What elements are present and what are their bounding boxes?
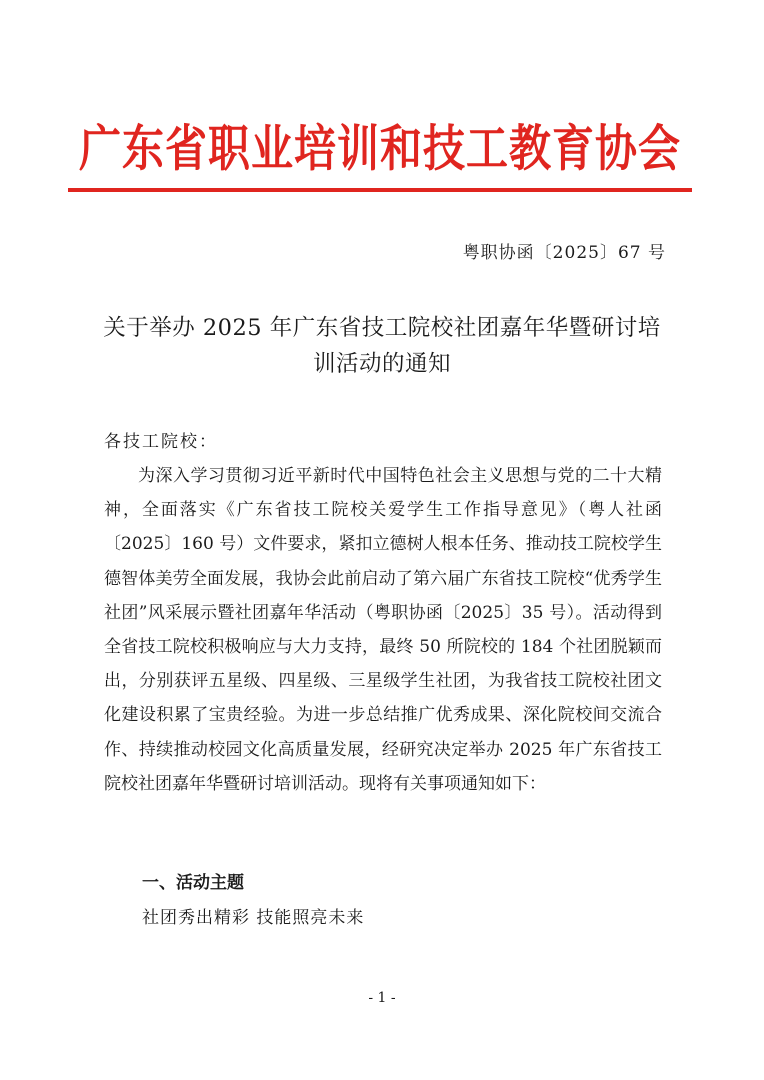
body-paragraph: 为深入学习贯彻习近平新时代中国特色社会主义思想与党的二十大精神，全面落实《广东省技工院校关爱学生工作指导意见》（粤人社函〔2025〕160 号）文件要求，紧扣立德树人根本任务、推动技工院校学生德智体美劳全面发展，我协会此前启动了第六届广东省技工院校“优秀学生社团”风采展示暨社团嘉年华活动（粤职协函〔2025〕35 号）。活动得到全省技工院校积极响应与大力支持，最终 50 所院校的 184 个社团脱颖而出，分别获评五星级、四星级、三星级学生社团，为我省技工院校社团文化建设积累了宝贵经验。为进一步总结推广优秀成果、深化院校间交流合作、持续推动校园文化高质量发展，经研究决定举办 2025 年广东省技工院校社团嘉年华暨研讨培训活动。现将有关事项通知如下： <box>104 466 662 794</box>
masthead-red-rule <box>68 188 692 192</box>
document-title: 关于举办 2025 年广东省技工院校社团嘉年华暨研讨培训活动的通知 <box>103 315 661 377</box>
organization-masthead: 广东省职业培训和技工教育协会 <box>78 119 681 178</box>
body-text <box>104 459 662 801</box>
salutation: 各技工院校： <box>104 432 218 452</box>
document-number: 粤职协函〔2025〕67 号 <box>462 243 666 263</box>
section-content: 社团秀出精彩 技能照亮未来 <box>142 908 365 928</box>
page-number: - 1 - <box>368 990 396 1006</box>
section-heading: 一、活动主题 <box>142 873 244 893</box>
